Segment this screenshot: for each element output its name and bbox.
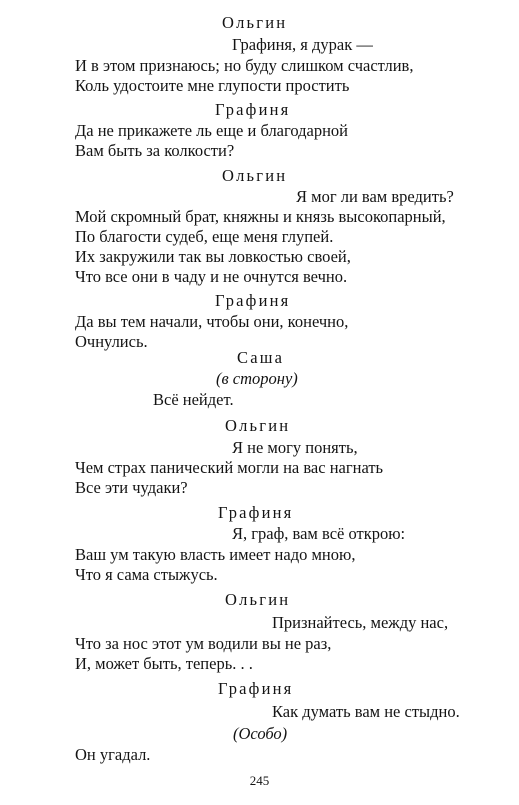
verse-line: И, может быть, теперь. . . [75, 654, 253, 673]
speaker-name: Графиня [218, 503, 294, 522]
speaker-name: Ольгин [222, 13, 288, 32]
verse-line: Что я сама стыжусь. [75, 565, 218, 584]
speaker-name: Графиня [218, 679, 294, 698]
verse-line: Коль удостоите мне глупости простить [75, 76, 350, 95]
verse-line: Я не могу понять, [232, 438, 358, 457]
verse-line: Признайтесь, между нас, [272, 613, 449, 632]
stage-direction: (Особо) [233, 724, 288, 743]
verse-line: По благости судеб, еще меня глупей. [75, 227, 334, 246]
speaker-name: Графиня [215, 100, 291, 119]
verse-line: Да вы тем начали, чтобы они, конечно, [75, 312, 349, 331]
verse-line: Ваш ум такую власть имеет надо мною, [75, 545, 356, 564]
speaker-name: Ольгин [225, 416, 291, 435]
verse-line: И в этом признаюсь; но буду слишком счастлив, [75, 56, 414, 75]
speaker-name: Ольгин [225, 590, 291, 609]
speaker-name: Графиня [215, 291, 291, 310]
speaker-name: Саша [237, 348, 285, 367]
verse-line: Как думать вам не стыдно. [272, 702, 460, 721]
verse-line: Чем страх панический могли на вас нагнать [75, 458, 384, 477]
verse-line: Все эти чудаки? [75, 478, 188, 497]
verse-line: Что за нос этот ум водили вы не раз, [75, 634, 332, 653]
verse-line: Что все они в чаду и не очнутся вечно. [75, 267, 348, 286]
verse-line: Я мог ли вам вредить? [296, 187, 454, 206]
page-number: 245 [249, 773, 270, 788]
verse-line: Он угадал. [75, 745, 151, 764]
verse-line: Всё нейдет. [153, 390, 234, 409]
verse-line: Графиня, я дурак — [232, 35, 373, 54]
verse-line: Я, граф, вам всё открою: [232, 524, 406, 543]
verse-line: Очнулись. [75, 332, 148, 351]
stage-direction: (в сторону) [216, 369, 298, 388]
verse-line: Да не прикажете ль еще и благодарной [75, 121, 349, 140]
verse-line: Мой скромный брат, княжны и князь высокопарный, [75, 207, 446, 226]
verse-line: Вам быть за колкости? [75, 141, 235, 160]
verse-line: Их закружили так вы ловкостью своей, [75, 247, 351, 266]
speaker-name: Ольгин [222, 166, 288, 185]
